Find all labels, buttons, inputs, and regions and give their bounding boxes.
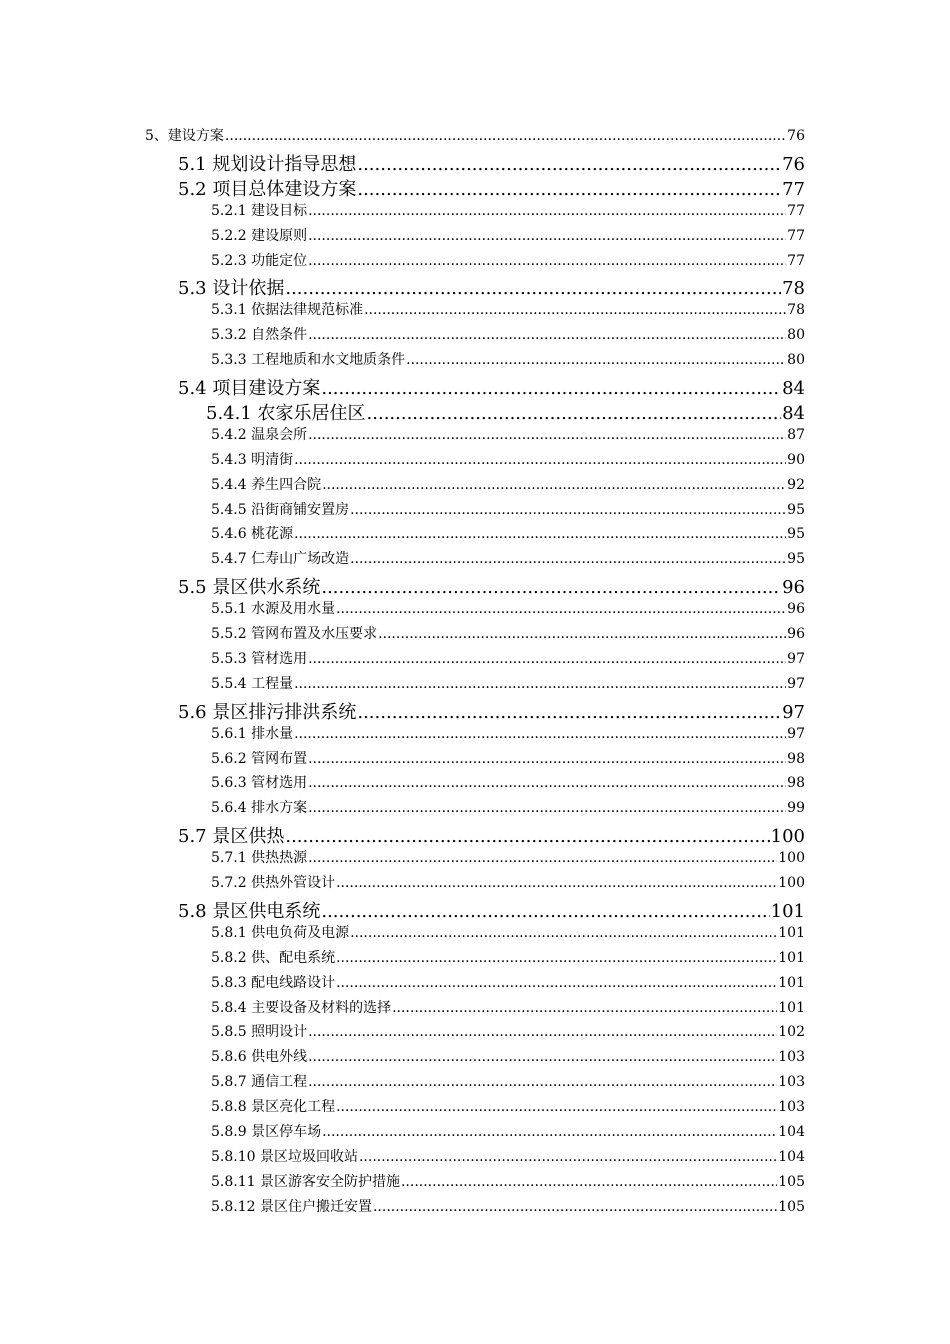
toc-entry-title: 5.3.1 依据法律规范标准 bbox=[211, 302, 364, 319]
toc-entry-page: 103 bbox=[778, 1049, 805, 1066]
toc-entry-page: 97 bbox=[787, 650, 805, 667]
toc-entry[interactable] bbox=[211, 324, 805, 348]
toc-entry-title: 5.1 规划设计指导思想 bbox=[178, 153, 357, 175]
toc-leader-dots bbox=[322, 477, 786, 493]
toc-entry-page: 87 bbox=[787, 426, 805, 443]
toc-entry[interactable] bbox=[145, 125, 805, 149]
toc-entry-title: 5.6.3 管材选用 bbox=[211, 775, 308, 792]
toc-entry[interactable] bbox=[211, 648, 805, 672]
toc-entry-title: 5.6.2 管网布置 bbox=[211, 750, 308, 767]
toc-entry-page: 92 bbox=[787, 476, 805, 493]
toc-leader-dots bbox=[336, 601, 786, 617]
toc-entry-page: 97 bbox=[787, 675, 805, 692]
toc-entry[interactable] bbox=[211, 872, 805, 896]
toc-entry-title: 5.3 设计依据 bbox=[178, 278, 285, 300]
toc-entry-page: 76 bbox=[782, 153, 805, 175]
toc-entry[interactable] bbox=[211, 424, 805, 448]
toc-entry-page: 102 bbox=[778, 1024, 805, 1041]
toc-entry-page: 100 bbox=[778, 850, 805, 867]
toc-leader-dots bbox=[308, 850, 777, 866]
toc-entry-title: 5.8.1 供电负荷及电源 bbox=[211, 924, 350, 941]
toc-entry-page: 77 bbox=[782, 178, 805, 200]
toc-leader-dots bbox=[350, 551, 786, 567]
toc-entry-title: 5、建设方案 bbox=[145, 128, 224, 144]
toc-entry[interactable] bbox=[178, 822, 805, 846]
toc-entry[interactable] bbox=[178, 897, 805, 921]
toc-leader-dots bbox=[392, 1000, 777, 1016]
toc-leader-dots bbox=[336, 875, 777, 891]
toc-entry[interactable] bbox=[178, 150, 805, 174]
toc-entry-page: 95 bbox=[787, 526, 805, 543]
toc-entry[interactable] bbox=[211, 673, 805, 697]
toc-entry[interactable] bbox=[211, 847, 805, 871]
toc-entry-page: 104 bbox=[778, 1124, 805, 1140]
toc-entry[interactable] bbox=[211, 548, 805, 572]
toc-entry-page: 76 bbox=[787, 128, 805, 144]
toc-entry[interactable] bbox=[211, 1071, 805, 1095]
toc-entry-title: 5.7 景区供热 bbox=[178, 826, 285, 848]
toc-entry[interactable] bbox=[211, 523, 805, 547]
toc-leader-dots bbox=[350, 502, 786, 518]
toc-entry-page: 104 bbox=[778, 1148, 805, 1165]
toc-entry-title: 5.4.7 仁寿山广场改造 bbox=[211, 551, 350, 568]
toc-entry[interactable] bbox=[211, 997, 805, 1021]
toc-entry-title: 5.8.4 主要设备及材料的选择 bbox=[211, 999, 392, 1016]
toc-leader-dots bbox=[322, 1124, 777, 1140]
toc-leader-dots bbox=[336, 975, 777, 991]
toc-leader-dots bbox=[357, 702, 781, 723]
toc-leader-dots bbox=[367, 403, 782, 424]
toc-entry-page: 80 bbox=[787, 352, 805, 369]
toc-leader-dots bbox=[336, 1099, 777, 1115]
toc-entry[interactable] bbox=[206, 399, 805, 423]
toc-entry-page: 77 bbox=[787, 227, 805, 244]
toc-entry-page: 100 bbox=[778, 875, 805, 891]
toc-leader-dots bbox=[359, 1149, 777, 1165]
toc-entry-title: 5.4 项目建设方案 bbox=[178, 378, 321, 399]
toc-entry-page: 98 bbox=[787, 750, 805, 767]
toc-entry[interactable] bbox=[211, 922, 805, 946]
toc-entry-title: 5.8.6 供电外线 bbox=[211, 1049, 308, 1066]
toc-leader-dots bbox=[308, 203, 786, 219]
toc-entry-title: 5.3.3 工程地质和水文地质条件 bbox=[211, 352, 406, 369]
toc-entry-page: 101 bbox=[770, 900, 805, 922]
toc-entry[interactable] bbox=[211, 499, 805, 523]
toc-entry-page: 77 bbox=[787, 252, 805, 269]
toc-entry-page: 100 bbox=[770, 826, 805, 848]
toc-entry-title: 5.8.7 通信工程 bbox=[211, 1074, 308, 1091]
toc-entry[interactable] bbox=[211, 623, 805, 647]
toc-entry-page: 84 bbox=[782, 378, 805, 399]
toc-leader-dots bbox=[308, 775, 786, 791]
toc-entry-title: 5.2.3 功能定位 bbox=[211, 252, 308, 269]
toc-entry[interactable] bbox=[178, 698, 805, 722]
toc-leader-dots bbox=[308, 427, 786, 443]
toc-entry-title: 5.4.5 沿街商铺安置房 bbox=[211, 501, 350, 518]
toc-entry-page: 98 bbox=[787, 775, 805, 792]
toc-entry-title: 5.6 景区排污排洪系统 bbox=[178, 701, 357, 723]
toc-entry[interactable] bbox=[211, 349, 805, 373]
toc-entry-title: 5.8.9 景区停车场 bbox=[211, 1124, 322, 1140]
toc-entry-title: 5.2.2 建设原则 bbox=[211, 227, 308, 244]
toc-entry[interactable] bbox=[211, 474, 805, 498]
toc-leader-dots bbox=[321, 577, 781, 598]
toc-leader-dots bbox=[321, 901, 769, 922]
toc-leader-dots bbox=[308, 800, 786, 816]
toc-entry-title: 5.8 景区供电系统 bbox=[178, 900, 321, 922]
toc-entry-page: 96 bbox=[787, 626, 805, 642]
toc-entry-page: 101 bbox=[778, 974, 805, 991]
toc-leader-dots bbox=[308, 253, 786, 269]
toc-leader-dots bbox=[350, 925, 777, 941]
toc-entry-title: 5.8.3 配电线路设计 bbox=[211, 974, 336, 991]
toc-entry-page: 101 bbox=[778, 949, 805, 966]
toc-entry[interactable] bbox=[211, 1046, 805, 1070]
toc-entry-page: 105 bbox=[778, 1198, 805, 1215]
toc-leader-dots bbox=[308, 751, 786, 767]
toc-entry-title: 5.5.4 工程量 bbox=[211, 675, 294, 692]
toc-entry-title: 5.7.1 供热热源 bbox=[211, 850, 308, 867]
toc-entry[interactable] bbox=[211, 1196, 805, 1220]
toc-entry[interactable] bbox=[211, 723, 805, 747]
toc-entry[interactable] bbox=[211, 797, 805, 821]
toc-entry[interactable] bbox=[211, 598, 805, 622]
toc-entry-title: 5.4.6 桃花源 bbox=[211, 526, 294, 543]
toc-entry[interactable] bbox=[211, 1096, 805, 1120]
toc-leader-dots bbox=[321, 378, 781, 399]
toc-entry[interactable] bbox=[211, 748, 805, 772]
toc-leader-dots bbox=[294, 452, 786, 468]
toc-entry-title: 5.5.2 管网布置及水压要求 bbox=[211, 626, 378, 642]
toc-entry-title: 5.8.5 照明设计 bbox=[211, 1024, 308, 1041]
toc-leader-dots bbox=[378, 626, 786, 642]
toc-entry-title: 5.8.8 景区亮化工程 bbox=[211, 1099, 336, 1116]
toc-entry-page: 96 bbox=[787, 601, 805, 618]
toc-leader-dots bbox=[357, 154, 781, 175]
toc-entry-title: 5.8.2 供、配电系统 bbox=[211, 949, 336, 966]
toc-leader-dots bbox=[336, 950, 777, 966]
toc-entry[interactable] bbox=[178, 175, 805, 199]
toc-entry[interactable] bbox=[211, 772, 805, 796]
toc-entry-page: 103 bbox=[778, 1099, 805, 1116]
toc-entry-title: 5.2.1 建设目标 bbox=[211, 202, 308, 219]
toc-entry-title: 5.8.12 景区住户搬迁安置 bbox=[211, 1198, 372, 1215]
toc-entry-page: 97 bbox=[782, 701, 805, 723]
toc-entry-title: 5.5.3 管材选用 bbox=[211, 650, 308, 667]
toc-leader-dots bbox=[285, 826, 769, 847]
toc-entry[interactable] bbox=[211, 972, 805, 996]
toc-leader-dots bbox=[308, 651, 786, 667]
toc-entry[interactable] bbox=[211, 449, 805, 473]
toc-leader-dots bbox=[294, 726, 786, 742]
toc-entry-page: 101 bbox=[778, 999, 805, 1016]
toc-leader-dots bbox=[373, 1199, 777, 1215]
toc-entry[interactable] bbox=[211, 1146, 805, 1170]
toc-entry-page: 101 bbox=[778, 924, 805, 941]
toc-entry[interactable] bbox=[211, 299, 805, 323]
toc-entry-title: 5.8.10 景区垃圾回收站 bbox=[211, 1148, 358, 1165]
toc-entry-page: 77 bbox=[787, 202, 805, 219]
toc-leader-dots bbox=[308, 327, 786, 343]
toc-entry-title: 5.8.11 景区游客安全防护措施 bbox=[211, 1173, 400, 1190]
toc-entry-page: 78 bbox=[787, 302, 805, 319]
toc-entry[interactable] bbox=[178, 374, 805, 398]
toc-entry-title: 5.6.4 排水方案 bbox=[211, 800, 308, 817]
toc-entry-title: 5.4.2 温泉会所 bbox=[211, 426, 308, 443]
toc-entry-page: 99 bbox=[787, 800, 805, 817]
toc-leader-dots bbox=[225, 128, 786, 144]
toc-entry-page: 90 bbox=[787, 451, 805, 468]
toc-entry-title: 5.4.3 明清街 bbox=[211, 451, 294, 468]
toc-entry[interactable] bbox=[211, 225, 805, 249]
toc-entry-page: 78 bbox=[782, 278, 805, 300]
toc-entry[interactable] bbox=[211, 1171, 805, 1195]
toc-entry[interactable] bbox=[211, 947, 805, 971]
toc-entry-page: 105 bbox=[778, 1173, 805, 1190]
toc-entry[interactable] bbox=[211, 250, 805, 274]
toc-leader-dots bbox=[308, 1024, 777, 1040]
toc-entry-page: 84 bbox=[782, 402, 805, 424]
toc-entry-title: 5.4.1 农家乐居住区 bbox=[206, 402, 366, 424]
toc-entry[interactable] bbox=[211, 1121, 805, 1145]
toc-entry-page: 95 bbox=[787, 551, 805, 568]
toc-entry-title: 5.3.2 自然条件 bbox=[211, 327, 308, 344]
toc-leader-dots bbox=[308, 1049, 777, 1065]
toc-leader-dots bbox=[364, 302, 786, 318]
toc-entry[interactable] bbox=[211, 1021, 805, 1045]
toc-entry-title: 5.4.4 养生四合院 bbox=[211, 476, 322, 493]
toc-entry-page: 97 bbox=[787, 725, 805, 742]
toc-entry-page: 96 bbox=[782, 577, 805, 599]
toc-leader-dots bbox=[294, 526, 786, 542]
toc-leader-dots bbox=[406, 352, 786, 368]
toc-entry-page: 103 bbox=[778, 1074, 805, 1091]
toc-entry[interactable] bbox=[211, 200, 805, 224]
toc-leader-dots bbox=[401, 1174, 777, 1190]
toc-entry[interactable] bbox=[178, 573, 805, 597]
toc-leader-dots bbox=[308, 1074, 777, 1090]
toc-leader-dots bbox=[308, 228, 786, 244]
toc-leader-dots bbox=[285, 278, 781, 299]
toc-entry-page: 80 bbox=[787, 327, 805, 344]
toc-entry-title: 5.7.2 供热外管设计 bbox=[211, 875, 336, 891]
toc-leader-dots bbox=[357, 179, 781, 200]
toc-entry-title: 5.5 景区供水系统 bbox=[178, 577, 321, 599]
toc-entry-title: 5.2 项目总体建设方案 bbox=[178, 178, 357, 200]
toc-entry-title: 5.5.1 水源及用水量 bbox=[211, 601, 336, 618]
toc-entry-page: 95 bbox=[787, 501, 805, 518]
toc-entry-title: 5.6.1 排水量 bbox=[211, 725, 294, 742]
toc-leader-dots bbox=[294, 676, 786, 692]
toc-entry[interactable] bbox=[178, 274, 805, 298]
